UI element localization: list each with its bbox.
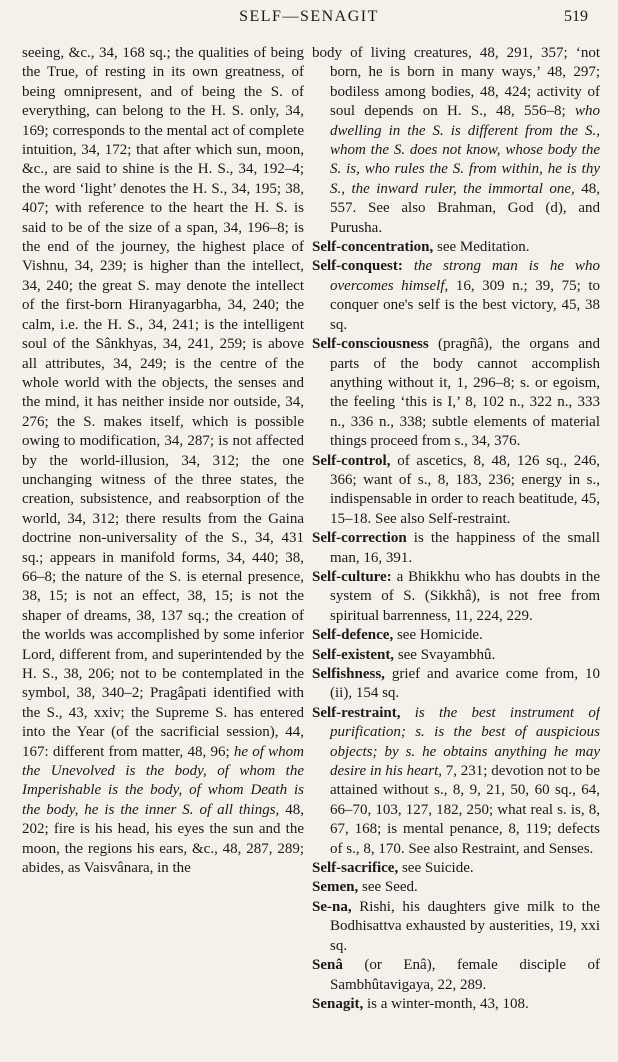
headword: Self-correction [312, 530, 407, 547]
headword: Senâ [312, 957, 343, 974]
index-entry: Senagit, is a winter-month, 43, 108. [312, 995, 529, 1012]
left-column [22, 44, 304, 1054]
index-entry: Self-culture: a Bhikkhu who has doubts in the system of S. (Sikkhâ), is not free from spiritual barrenness, 11, 224, 229. [312, 568, 600, 624]
index-entry: Self-restraint, is the best instrument of purification; s. is the best of auspicious objects; by s. he obtains anything he may desire in his heart, 7, 231; devotion not to be attained without s., 8, 9, 21, 50, 60 sq., 64, 66–70, 103, 127, 182, 250; what real s. is, 8, 67, 168; is mental penance, 8, 119; defects of s., 8, 170. See also Restraint, and Senses. [312, 704, 600, 857]
index-entry: Senâ (or Enâ), female disciple of Sambhûtavigaya, 22, 289. [312, 957, 600, 993]
index-entry: Self-existent, see Svayambhû. [312, 646, 496, 663]
headword: Self-defence, [312, 627, 394, 644]
headword: Selfishness, [312, 666, 385, 682]
index-entry: Self-consciousness (pragñâ), the organs and parts of the body cannot accomplish anything without it, 1, 296–8; s. or egoism, the feeling ‘this is I,’ 8, 102 n., 322 n., 333 n., 336 n., 338; subtle elements of material things proceed from s., 34, 376. [312, 336, 600, 450]
index-entry: Semen, see Seed. [312, 879, 418, 896]
index-entry-continuation: seeing, &c., 34, 168 sq.; the qualities of being the True, of resting in its own greatness, of being omnipresent, and of being the S. of everything, can belong to the H. S. only, 34, 169; corresponds to the mental act of complete intuition, 34, 172; that after which sun, moon, &c., are said to shine is the H. S., 34, 192–4; the word ‘light’ denotes the H. S., 34, 195; 38, 407; with reference to the heart the H. S. is said to be of the size of a span, 34, 196–8; is the end of the journey, the highest place of Vishnu, 34, 239; is higher than the intellect, 34, 240; the great S. may denote the intellect of the first-born Hiranyagarbha, 34, 240; the calm, i.e. the H. S., 34, 241; is the intelligent soul of the Sânkhyas, 34, 241, 259; is above all attributes, 34, 249; is the centre of the whole world with the objects, the senses and the mind, it has neither inside nor outside, 34, 276; the S. makes itself, which is possible owing to modification, 34, 287; is not affected by the world-illusion, 34, 312; the one unchanging witness of the three states, the creation, subsistence, and reabsorption of the world, 34, 312; there results from the Gaina doctrine non-universality of the S., 34, 431 sq.; appears in manifold forms, 34, 440; 38, 66–8; the nature of the S. is eternal presence, 38, 15; is not an effect, 38, 15; is not the shaper of dreams, 38, 137 sq.; the creation of the worlds was accomplished by some inferior Lord, different from, and superintended by the H. S., 38, 206; not to be contemplated in the symbol, 38, 340–2; Pragâpati identified with the S., 43, xxiv; the Supreme S. has entered into the Year (of the sacrificial session), 44, 167: different from matter, 48, 96; he of whom the Unevolved is the body, of whom the Imperishable is the body, of whom Death is the body, he is the inner S. of all things, 48, 202; fire is his head, his eyes the sun and the moon, the regions his ears, &c., 48, 287, 289; abides, as Vaisvânara, in the [22, 45, 304, 877]
headword: Self-concentration, [312, 239, 434, 256]
headword: Self-existent, [312, 646, 395, 663]
headword: Self-culture: [312, 568, 392, 585]
running-head: SELF—SENAGIT [239, 8, 379, 25]
index-entry: Self-control, of ascetics, 8, 48, 126 sq., 246, 366; want of s., 8, 183, 236; energy in s., indispensable in order to reach beatitude, 45, 15–18. See also Self-restraint. [312, 452, 600, 527]
headword: Se-na, [312, 898, 352, 915]
headword: Self-consciousness [312, 336, 429, 353]
headword: Self-conquest: [312, 258, 403, 275]
index-entry: body of living creatures, 48, 291, 357; ‘not born, he is born in many ways,’ 48, 297; bodiless among bodies, 48, 424; activity of soul depends on H. S., 48, 556–8; who dwelling in the S. is different from the S., whom the S. does not know, whose body the S. is, who rules the S. from within, he is thy S., the inward ruler, the immortal one, 48, 557. See also Brahman, God (d), and Purusha. [312, 45, 600, 236]
index-entry: Self-sacrifice, see Suicide. [312, 860, 474, 877]
index-entry: Selfishness, grief and avarice come from, 10 (ii), 154 sq. [312, 666, 600, 702]
page-header [0, 4, 618, 30]
index-entry: Self-concentration, see Meditation. [312, 239, 530, 256]
index-entry: Self-defence, see Homicide. [312, 627, 483, 644]
headword: Semen, [312, 879, 359, 896]
index-entry: Self-conquest: the strong man is he who overcomes himself, 16, 309 n.; 39, 75; to conquer one's self is the best victory, 45, 38 sq. [312, 258, 600, 333]
right-column [312, 44, 600, 1054]
index-entry: Se-na, Rishi, his daughters give milk to the Bodhisattva exhausted by austerities, 19, xxi sq. [312, 898, 600, 954]
index-entry: Self-correction is the happiness of the small man, 16, 391. [312, 530, 600, 566]
page-number: 519 [564, 8, 588, 25]
headword: Senagit, [312, 995, 364, 1012]
headword: Self-restraint, [312, 704, 401, 721]
headword: Self-sacrifice, [312, 860, 399, 877]
headword: Self-control, [312, 452, 391, 469]
